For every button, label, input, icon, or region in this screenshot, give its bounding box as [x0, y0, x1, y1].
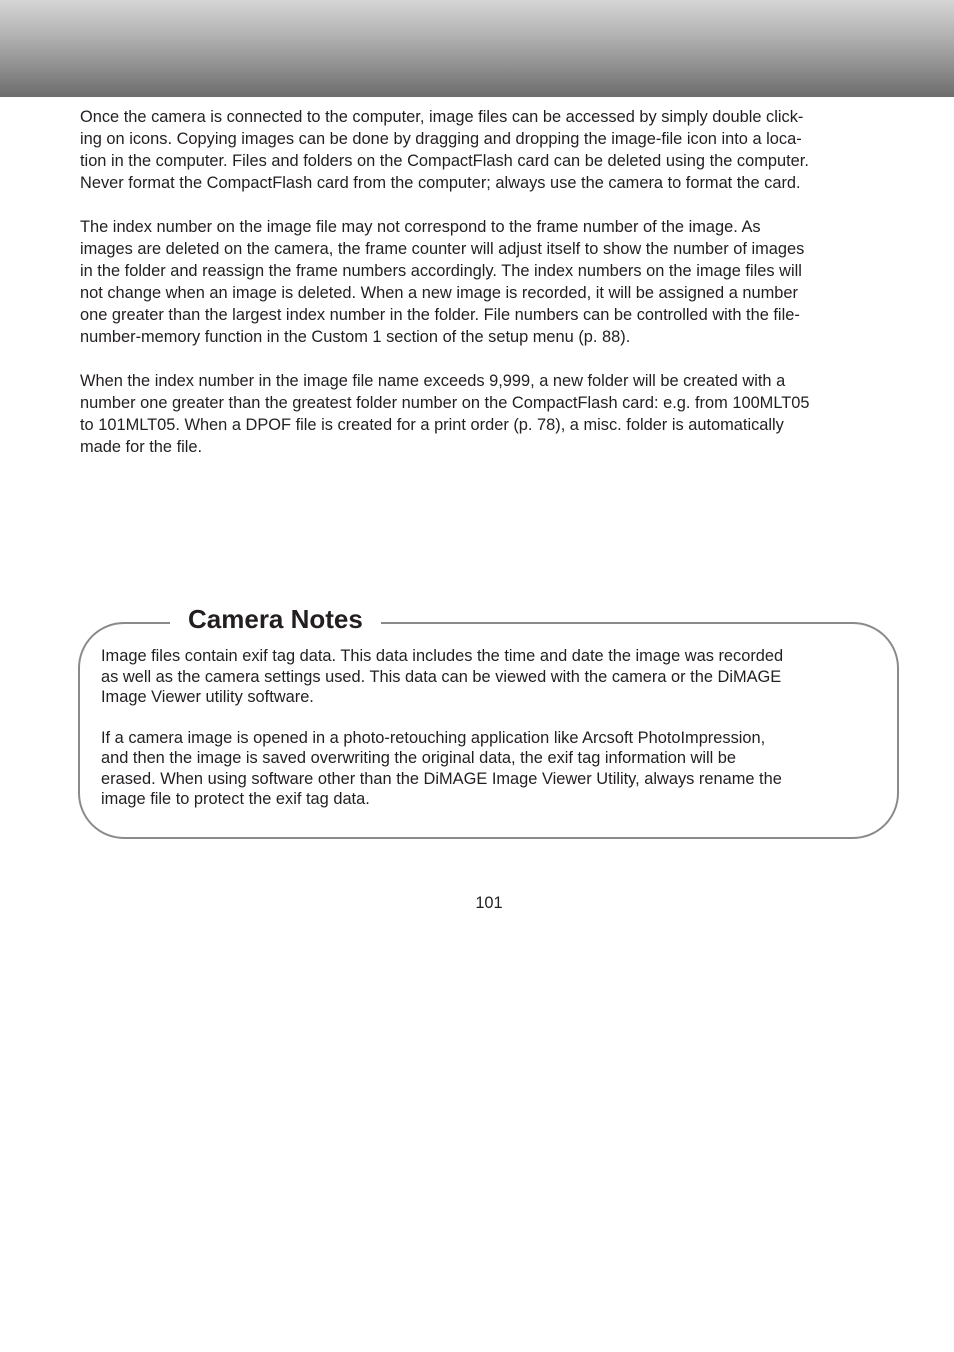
paragraph-file-access: Once the camera is connected to the computer, image files can be accessed by simply double click- ing on icons. Copying images can be done by dragging and dropping the image-file icon into a loca- tion in the computer. Files and folders on the CompactFlash card can be deleted using the computer. Never format the CompactFlash card from the computer; always use the camera to format the card. [80, 108, 809, 192]
camera-notes-title: Camera Notes [170, 602, 381, 636]
paragraph-index-number: The index number on the image file may not correspond to the frame number of the image. As images are deleted on the camera, the frame counter will adjust itself to show the number of images in the folder and reassign the frame numbers accordingly. The index numbers on the image files will not change when an image is deleted. When a new image is recorded, it will be assigned a number one greater than the largest index number in the folder. File numbers can be controlled with the file- number-memory function in the Custom 1 section of the setup menu (p. 88). [80, 218, 805, 346]
page-number: 101 [475, 894, 503, 912]
notes-paragraph-exif: Image files contain exif tag data. This data includes the time and date the image was recorded as well as the camera settings used. This data can be viewed with the camera or the DiMAGE Image Viewer utility software. [101, 647, 784, 706]
notes-paragraph-retouching: If a camera image is opened in a photo-retouching application like Arcsoft PhotoImpression, and then the image is saved overwriting the original data, the exif tag information will be erased. When using software other than the DiMAGE Image Viewer Utility, always rename the image file to protect the exif tag data. [101, 728, 782, 808]
header-band [0, 0, 954, 97]
body-text [80, 106, 902, 480]
paragraph-new-folder: When the index number in the image file name exceeds 9,999, a new folder will be created with a number one greater than the greatest folder number on the CompactFlash card: e.g. from 100MLT05 to 101MLT05. When a DPOF file is created for a print order (p. 78), a misc. folder is automatically made for the file. [80, 372, 810, 456]
camera-notes-text [101, 646, 881, 830]
